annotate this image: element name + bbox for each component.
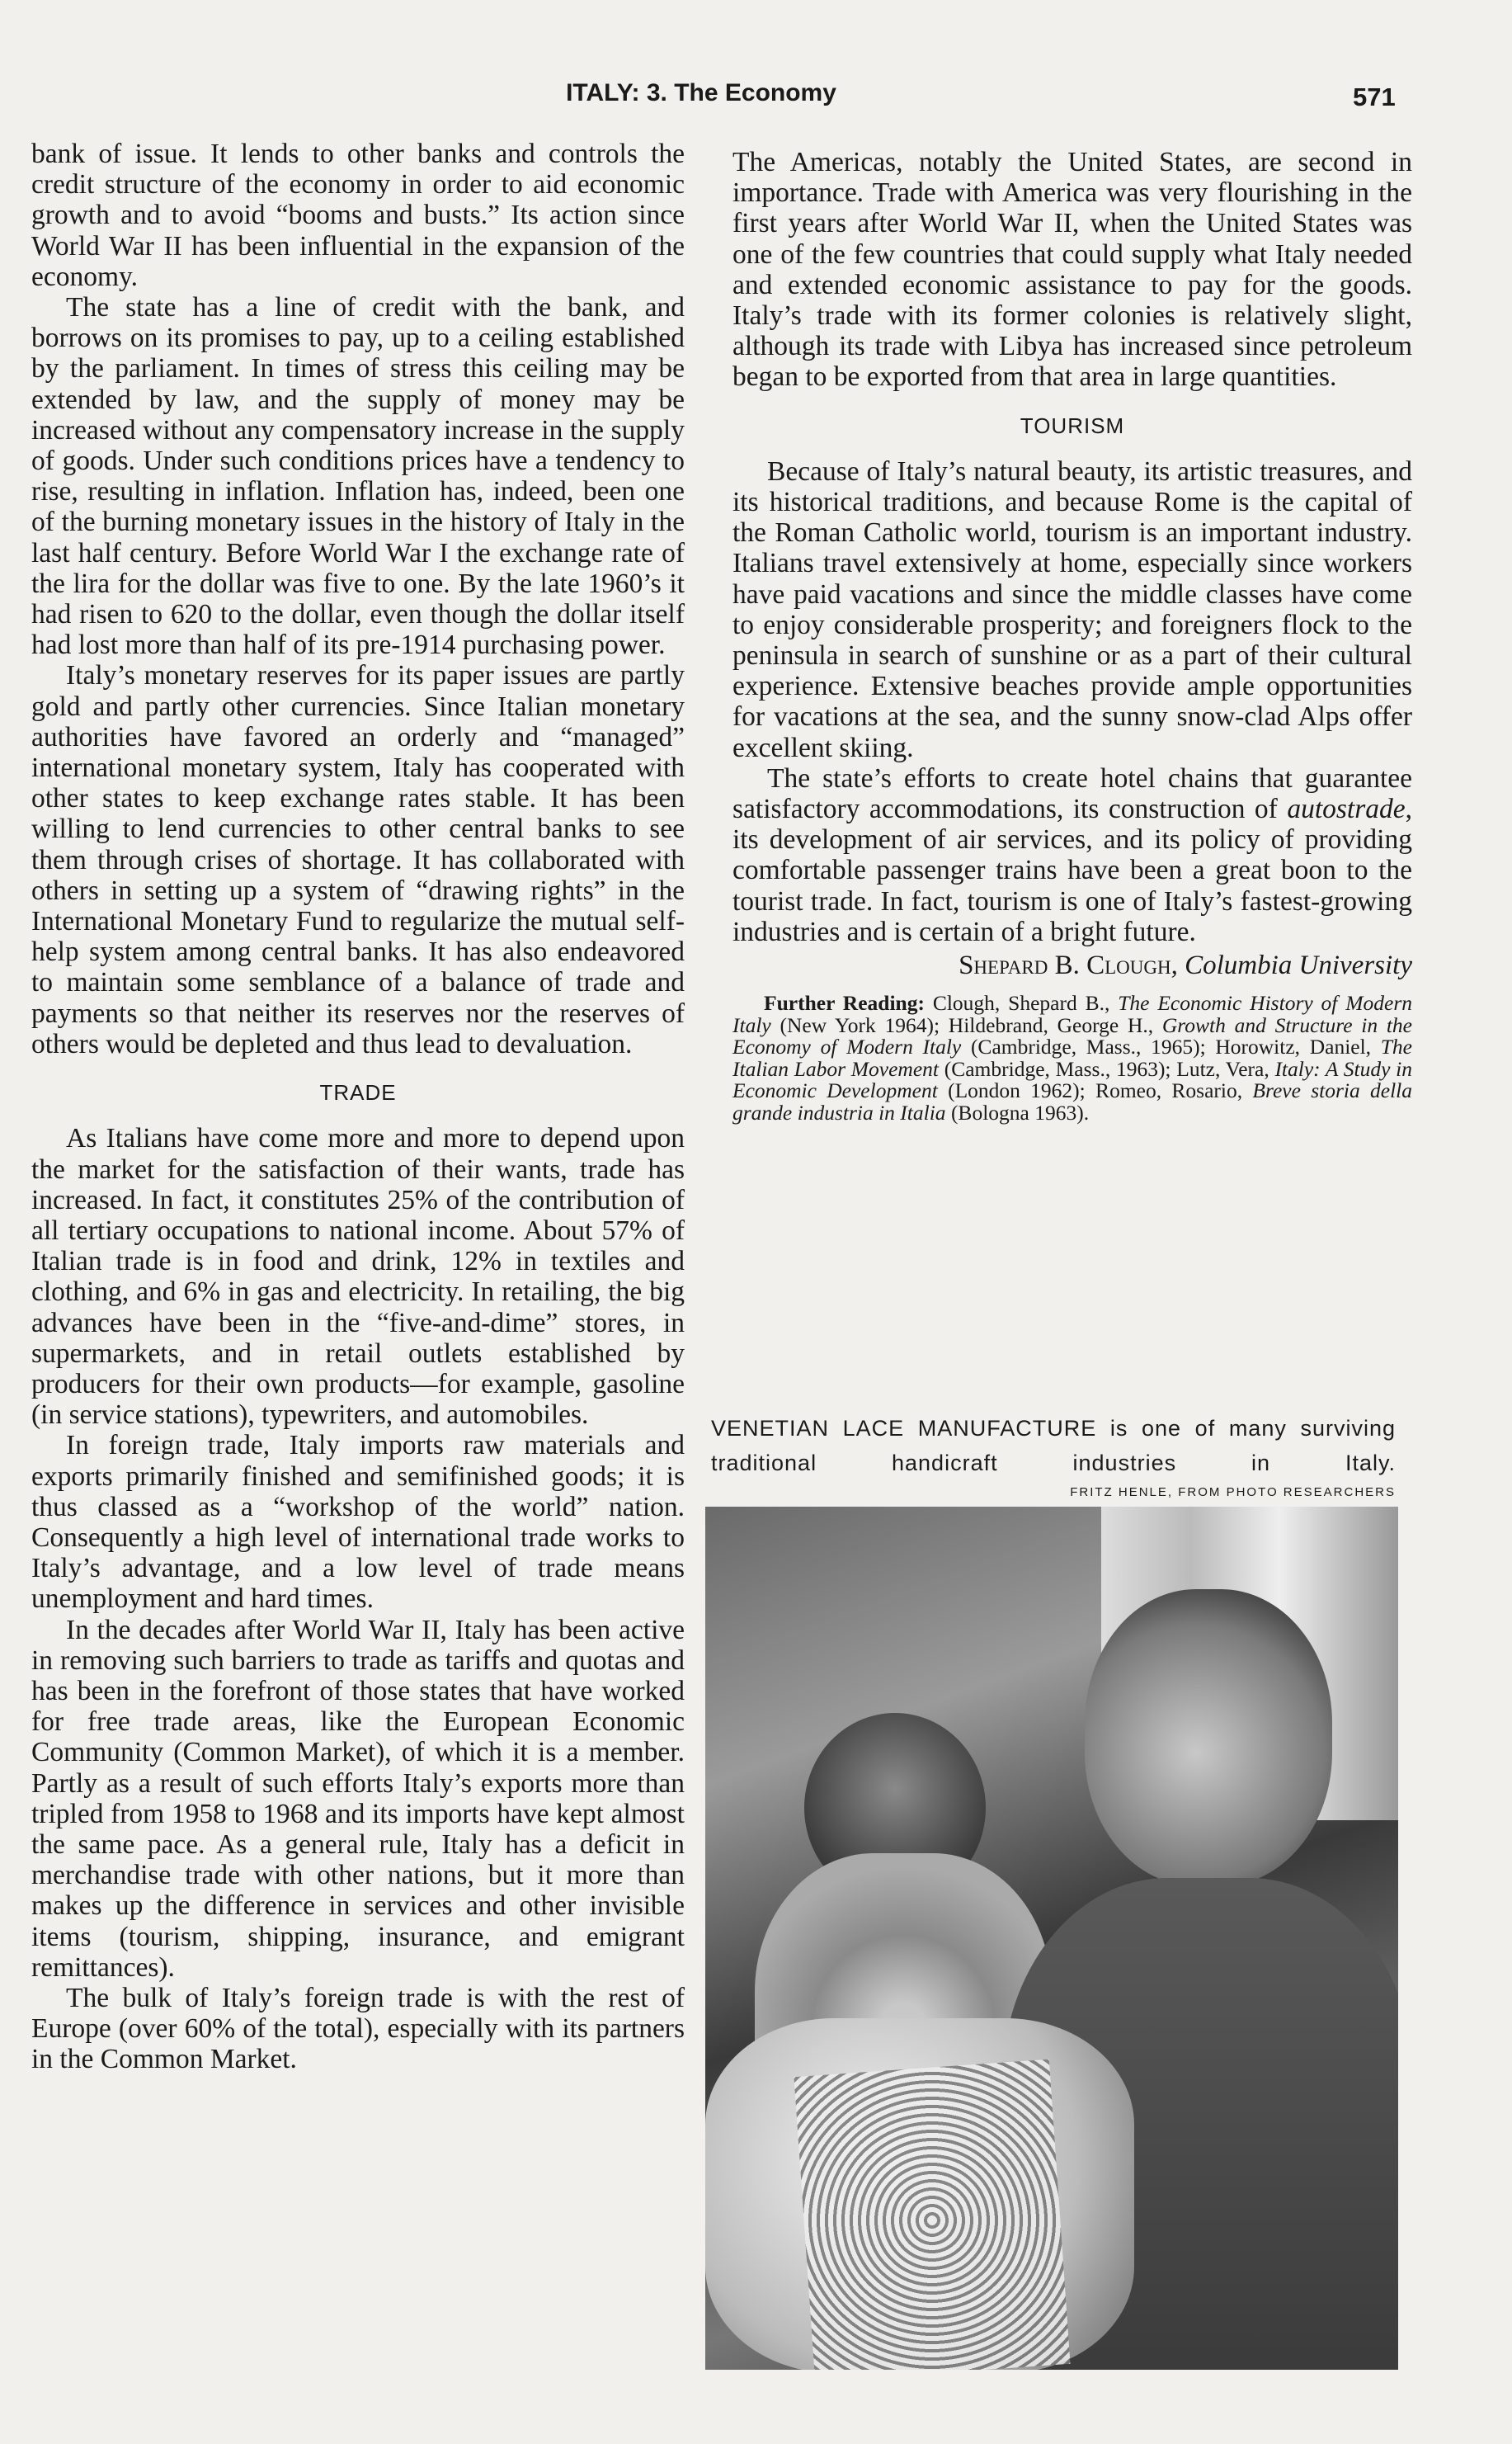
- paragraph: The state has a line of credit with the bank, and borrows on its promises to pay, up to a ceiling established by the parliament. In times of stress this ceiling may be extended by law, and the supply of money may be increased without any compensatory increase in the supply of goods. Under such conditions prices have a tendency to rise, resulting in inflation. Inflation has, indeed, been one of the burning monetary issues in the history of Italy in the last half century. Before World War I the exchange rate of the lira for the dollar was five to one. By the late 1960’s it had risen to 620 to the dollar, even though the dollar itself had lost more than half of its pre-1914 purchasing power.: [31, 292, 685, 661]
- paragraph: Because of Italy’s natural beauty, its artistic treasures, and its historical traditions, and because Rome is the capital of the Roman Catholic world, tourism is an important industry. Italians travel extensively at home, especially since workers have paid vacations and since the middle classes have come to enjoy considerable prosperity; and foreigners flock to the peninsula in search of sunshine or as a part of their cultural experience. Extensive beaches provide ample opportunities for vacations at the sea, and the sunny snow-clad Alps offer excellent skiing.: [732, 455, 1412, 763]
- paragraph: Italy’s monetary reserves for its paper issues are partly gold and partly other currencies. Since Italian monetary authorities have favored an orderly and “managed” international monetary system, Italy has cooperated with other states to keep exchange rates stable. It has been willing to lend currencies to other central banks to see them through crises of shortage. It has collaborated with others in setting up a system of “drawing rights” in the International Monetary Fund to regularize the mutual self-help system among central banks. It has also endeavored to maintain some semblance of a balance of trade and payments so that neither its reserves nor the reserves of others would be depleted and thus lead to devaluation.: [31, 660, 685, 1059]
- further-reading: [732, 993, 1412, 1124]
- paragraph: In the decades after World War II, Italy has been active in removing such barriers to trade as tariffs and quotas and has been in the forefront of those states that have worked for free trade areas, like the European Economic Community (Common Market), of which it is a member. Partly as a result of such efforts Italy’s exports more than tripled from 1958 to 1968 and its imports have kept almost the same pace. As a general rule, Italy has a deficit in merchandise trade with other nations, but it more than makes up the difference in services and other invisible items (tourism, shipping, insurance, and emigrant remittances).: [31, 1614, 685, 1983]
- photo-credit: FRITZ HENLE, FROM PHOTO RESEARCHERS: [1070, 1485, 1396, 1499]
- page-header: [0, 76, 1512, 117]
- author-signature: [732, 951, 1412, 981]
- further-reading-label: Further Reading:: [764, 991, 925, 1016]
- text: (New York 1964); Hildebrand, George H.,: [770, 1012, 1162, 1037]
- lace-strip: [794, 2059, 1070, 2370]
- paragraph: In foreign trade, Italy imports raw materials and exports primarily finished and semifinished goods; it is thus classed as a “workshop of the world” nation. Consequently a high level of international trade works to Italy’s advantage, and a low level of trade means unemployment and hard times.: [31, 1430, 685, 1615]
- text: (Cambridge, Mass., 1965); Horowitz, Daniel,: [961, 1035, 1381, 1059]
- text: The state’s efforts to create hotel chains that guarantee satisfactory accommodations, its construction of: [732, 762, 1412, 825]
- foreground-woman-face: [1085, 1589, 1332, 1886]
- author-affiliation: , Columbia University: [1171, 951, 1412, 981]
- book-title: The Economic History of Modern Italy: [732, 991, 1412, 1037]
- section-heading-tourism: TOURISM: [1020, 413, 1125, 438]
- caption-text: is one of many surviving traditional handicraft industries in Italy.: [711, 1416, 1396, 1475]
- lace-makers-photo: [705, 1507, 1398, 2370]
- right-column: [732, 147, 1412, 1124]
- section-heading-trade: TRADE: [319, 1080, 397, 1106]
- paragraph: As Italians have come more and more to depend upon the market for the satisfaction of their wants, trade has increased. In fact, it constitutes 25% of the contribution of all tertiary occupations to national income. About 57% of Italian trade is in food and drink, 12% in textiles and clothing, and 6% in gas and electricity. In retailing, the big advances have been in the “five-and-dime” stores, in supermarkets, and in retail outlets established by producers for their own products—for example, gasoline (in service stations), typewriters, and automobiles.: [31, 1123, 685, 1431]
- text: (London 1962); Romeo, Rosario,: [937, 1078, 1253, 1103]
- text: Clough, Shepard B.,: [924, 991, 1119, 1016]
- page-number: 571: [1353, 83, 1396, 111]
- paragraph: bank of issue. It lends to other banks and controls the credit structure of the economy in order to aid economic growth and to avoid “booms and busts.” Its action since World War II has been influential in the expansion of the economy.: [31, 139, 685, 292]
- text: (Bologna 1963).: [945, 1100, 1090, 1125]
- running-head: ITALY: 3. The Economy: [566, 79, 836, 106]
- figure-caption: [711, 1411, 1396, 1480]
- author-name: Shepard B. Clough: [959, 951, 1171, 981]
- text: (Cambridge, Mass., 1963); Lutz, Vera,: [939, 1056, 1275, 1081]
- text: , its development of air services, and its policy of providing comfortable passenger trains have been a great boon to the tourist trade. In fact, tourism is one of Italy’s fastest-growing industries and is certain of a bright future.: [732, 794, 1412, 947]
- book-title: Growth and Structure in the Economy of Modern Italy: [732, 1012, 1412, 1059]
- book-title: Breve storia della grande industria in Italia: [732, 1078, 1412, 1125]
- italic-term: autostrade: [1287, 794, 1406, 825]
- book-title: Italy: A Study in Economic Development: [732, 1056, 1412, 1103]
- paragraph: The Americas, notably the United States, are second in importance. Trade with America was very flourishing in the first years after World War II, when the United States was one of the few countries that could supply what Italy needed and extended economic assistance to pay for the goods. Italy’s trade with its former colonies is relatively slight, although its trade with Libya has increased since petroleum began to be exported from that area in large quantities.: [732, 147, 1412, 393]
- paragraph: [732, 763, 1412, 947]
- paragraph: The bulk of Italy’s foreign trade is with the rest of Europe (over 60% of the total), especially with its partners in the Common Market.: [31, 1982, 685, 2075]
- left-column: [31, 139, 685, 2075]
- caption-lead: VENETIAN LACE MANUFACTURE: [711, 1416, 1097, 1441]
- book-title: The Italian Labor Movement: [732, 1035, 1412, 1081]
